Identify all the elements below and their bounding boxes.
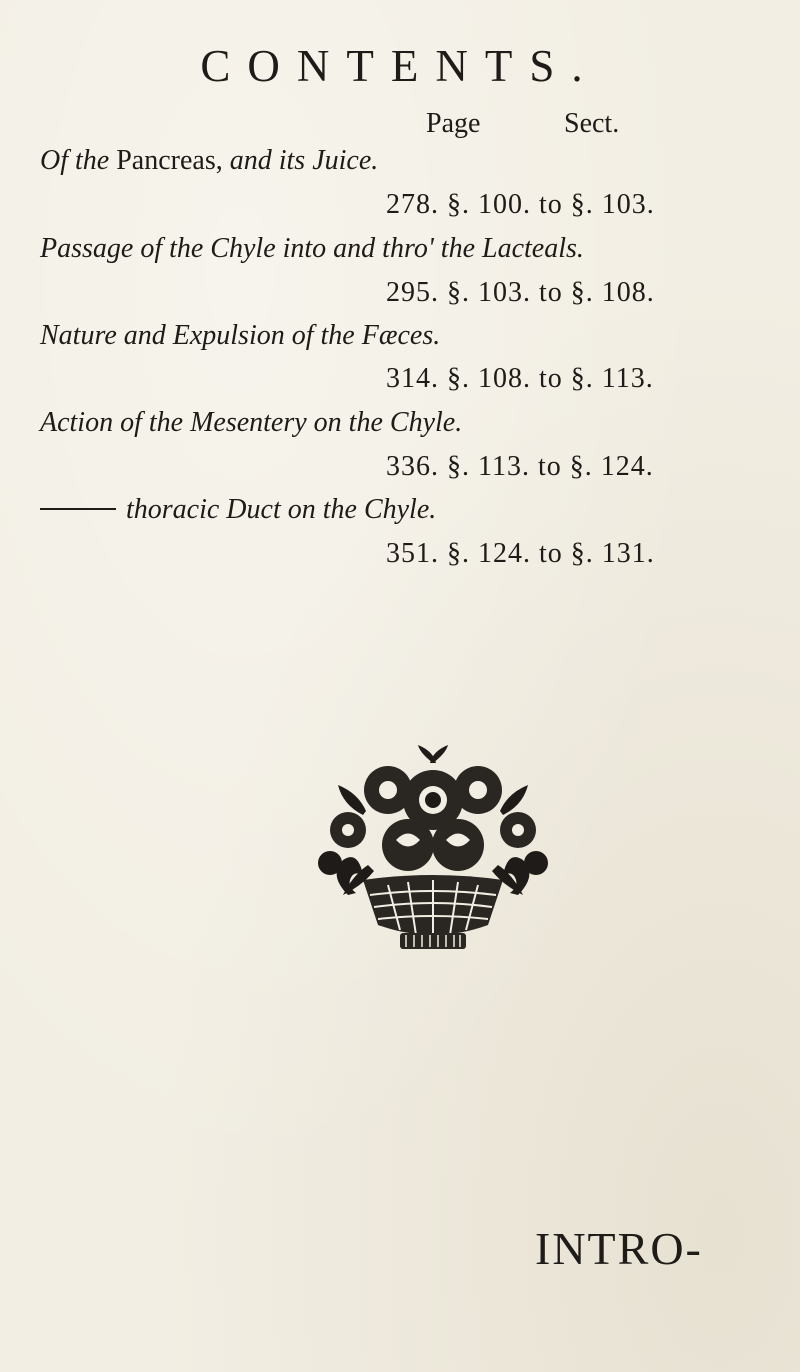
entry-title-part: and its Juice.: [222, 145, 379, 176]
catchword: INTRO-: [535, 1223, 703, 1274]
entry-title: Passage of the Chyle into and thro' the Lacteals.: [40, 233, 584, 264]
flower-basket-icon: [308, 745, 558, 960]
section-column-header: Sect.: [564, 108, 620, 139]
entry-title-part: Pancreas,: [116, 145, 223, 176]
entry-page-reference: 314. §. 108. to §. 113.: [386, 363, 654, 394]
entry-title-part: Of the: [40, 145, 117, 176]
entry-page-reference: 295. §. 103. to §. 108.: [386, 277, 655, 308]
ditto-dash: [40, 508, 116, 510]
page-column-header: Page: [426, 108, 481, 139]
entry-page-reference: 278. §. 100. to §. 103.: [386, 189, 655, 220]
entry-title: [40, 145, 378, 177]
entry-title-part: thoracic Duct on the Chyle.: [126, 494, 437, 525]
entry-title: [40, 494, 436, 526]
entry-title: Action of the Mesentery on the Chyle.: [40, 407, 463, 438]
page-title: CONTENTS.: [200, 41, 600, 91]
entry-page-reference: 336. §. 113. to §. 124.: [386, 451, 654, 482]
entry-page-reference: 351. §. 124. to §. 131.: [386, 538, 655, 569]
entry-title: Nature and Expulsion of the Fæces.: [40, 320, 441, 351]
